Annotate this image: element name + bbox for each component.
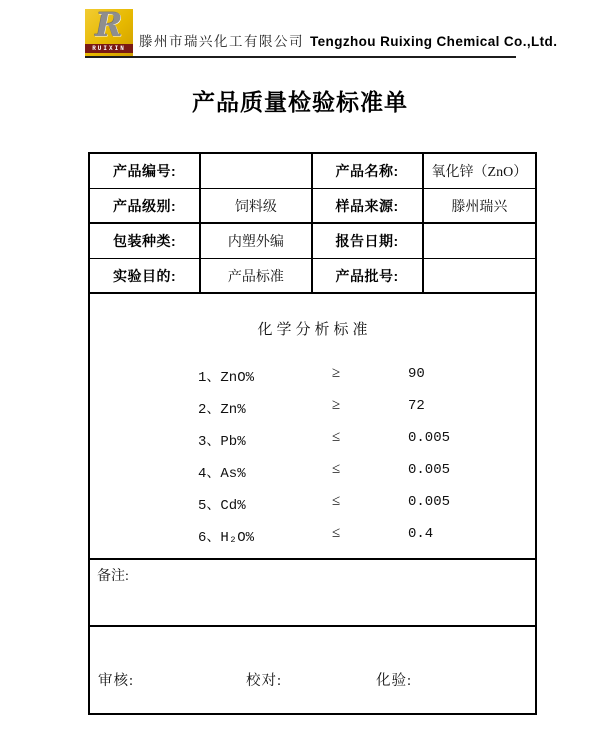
remarks-label: 备注: bbox=[97, 569, 129, 584]
analysis-item-zn bbox=[90, 390, 535, 422]
report-date-label: 报告日期: bbox=[313, 224, 424, 258]
logo-r-icon: R bbox=[95, 5, 123, 44]
company-logo bbox=[85, 5, 133, 56]
package-type-label: 包装种类: bbox=[90, 224, 201, 258]
proofread-label: 校对: bbox=[246, 673, 283, 689]
item-label: 3、Pb% bbox=[198, 434, 246, 450]
inspection-table bbox=[88, 152, 537, 715]
product-name-label: 产品名称: bbox=[313, 154, 424, 188]
less-equal-symbol: ≤ bbox=[332, 493, 341, 509]
product-grade-value: 饲料级 bbox=[201, 189, 312, 222]
item-value: 0.005 bbox=[408, 462, 451, 478]
package-type-value: 内塑外编 bbox=[201, 224, 312, 258]
greater-equal-symbol: ≥ bbox=[332, 365, 341, 381]
header-divider bbox=[85, 56, 516, 58]
product-name-value: 氧化锌（ZnO） bbox=[431, 165, 528, 180]
analysis-item-as bbox=[90, 454, 535, 486]
item-value: 0.005 bbox=[408, 494, 451, 510]
analysis-section-title: 化学分析标准 bbox=[257, 322, 372, 338]
product-code-label: 产品编号: bbox=[90, 154, 201, 188]
analysis-item-zno bbox=[90, 358, 535, 390]
review-label: 审核: bbox=[98, 673, 135, 689]
sample-source-value: 滕州瑞兴 bbox=[451, 199, 508, 215]
item-value: 72 bbox=[408, 398, 425, 414]
greater-equal-symbol: ≥ bbox=[332, 397, 341, 413]
item-label: 1、ZnO% bbox=[198, 370, 255, 386]
item-value: 0.005 bbox=[408, 430, 451, 446]
product-grade-label: 产品级别: bbox=[90, 189, 201, 222]
test-purpose-label: 实验目的: bbox=[90, 259, 201, 292]
page-title: 产品质量检验标准单 bbox=[192, 89, 408, 115]
info-row-2 bbox=[90, 189, 535, 224]
analysis-section bbox=[90, 294, 535, 560]
analysis-item-pb bbox=[90, 422, 535, 454]
analysis-items-list bbox=[90, 358, 535, 550]
item-label: 5、Cd% bbox=[198, 498, 246, 514]
sample-source-label: 样品来源: bbox=[313, 189, 424, 222]
logo-brand-band: RUIXIN bbox=[85, 44, 133, 53]
analysis-item-cd bbox=[90, 486, 535, 518]
item-label: 2、Zn% bbox=[198, 402, 246, 418]
batch-number-label: 产品批号: bbox=[313, 259, 424, 292]
item-label: 6、H₂O% bbox=[198, 530, 255, 546]
less-equal-symbol: ≤ bbox=[332, 429, 341, 445]
signoff-cell bbox=[90, 627, 535, 713]
info-row-1 bbox=[90, 154, 535, 189]
less-equal-symbol: ≤ bbox=[332, 461, 341, 477]
company-name-en: Tengzhou Ruixing Chemical Co.,Ltd. bbox=[310, 34, 558, 49]
analysis-item-h2o bbox=[90, 518, 535, 550]
batch-number-value bbox=[424, 259, 535, 292]
remarks-cell bbox=[90, 560, 535, 627]
report-date-value bbox=[424, 224, 535, 258]
assay-label: 化验: bbox=[376, 673, 413, 689]
item-value: 0.4 bbox=[408, 526, 434, 542]
company-name-cn: 滕州市瑞兴化工有限公司 bbox=[139, 34, 304, 49]
item-label: 4、As% bbox=[198, 466, 246, 482]
item-value: 90 bbox=[408, 366, 425, 382]
test-purpose-value: 产品标准 bbox=[201, 259, 312, 292]
product-code-value bbox=[201, 154, 312, 188]
info-row-3 bbox=[90, 224, 535, 259]
company-name-line bbox=[139, 30, 557, 51]
info-row-4 bbox=[90, 259, 535, 294]
less-equal-symbol: ≤ bbox=[332, 525, 341, 541]
